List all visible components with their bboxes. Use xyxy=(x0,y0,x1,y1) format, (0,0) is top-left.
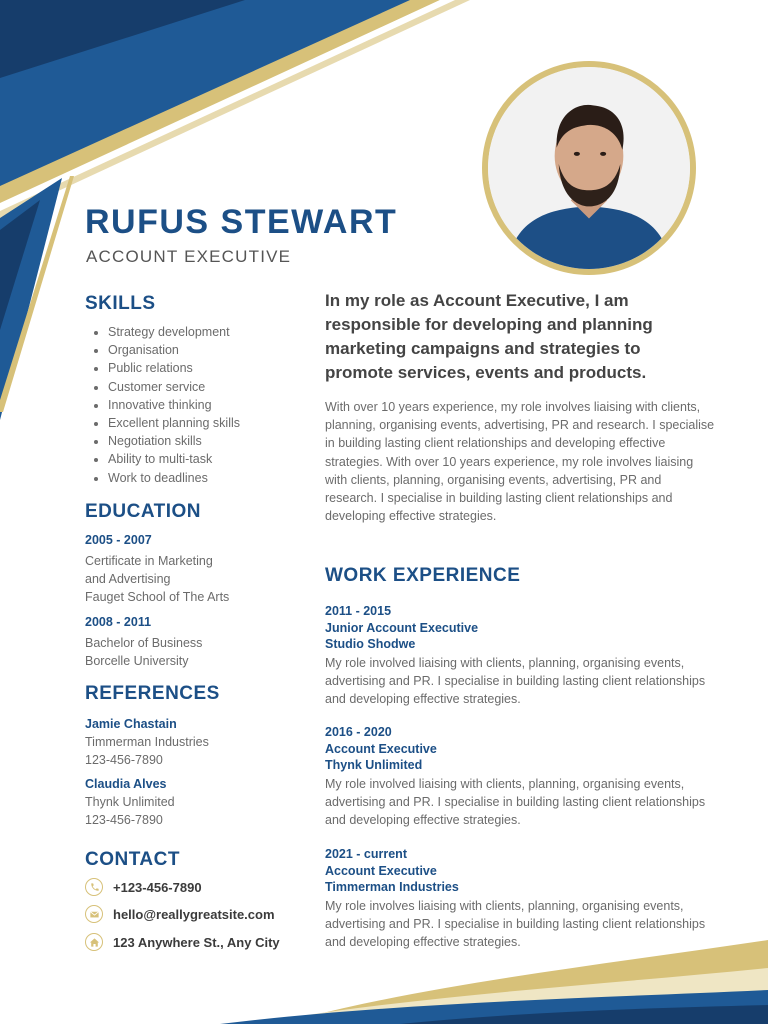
job-title: Junior Account Executive xyxy=(325,620,479,635)
education-heading: EDUCATION xyxy=(85,501,202,522)
job-title: Account Executive xyxy=(325,863,437,878)
education-entry xyxy=(85,532,229,606)
skill-item: • Innovative thinking xyxy=(108,396,240,414)
education-line: Fauget School of The Arts xyxy=(85,589,230,604)
phone-text: +123-456-7890 xyxy=(113,879,202,895)
education-years: 2005 - 2007 xyxy=(85,533,152,547)
education-line: Bachelor of Business xyxy=(85,635,203,650)
job-description: My role involved liaising with clients, planning, organising events, advertising and PR. I specialise in building lasting client relationships and developing effective strategies. xyxy=(325,776,706,827)
education-years: 2008 - 2011 xyxy=(85,615,152,629)
education-line: and Advertising xyxy=(85,571,171,586)
reference-phone: 123-456-7890 xyxy=(85,812,163,827)
education-entry xyxy=(85,614,202,670)
home-icon xyxy=(85,933,103,951)
skill-item: • Excellent planning skills xyxy=(108,414,240,432)
summary-lead: In my role as Account Executive, I am responsible for developing and planning marketing campaigns and strategies to promote services, events and products. xyxy=(325,291,653,382)
job-entry xyxy=(325,846,715,951)
reference-phone: 123-456-7890 xyxy=(85,752,163,767)
skill-item: • Strategy development xyxy=(108,323,240,341)
contact-heading: CONTACT xyxy=(85,849,180,870)
email-icon xyxy=(85,905,103,923)
skill-item: • Work to deadlines xyxy=(108,469,240,487)
contact-phone[interactable] xyxy=(85,876,202,898)
reference-entry xyxy=(85,716,209,769)
job-years: 2011 - 2015 xyxy=(325,604,392,618)
phone-icon xyxy=(85,878,103,896)
work-experience-heading: WORK EXPERIENCE xyxy=(325,565,521,586)
job-company: Timmerman Industries xyxy=(325,880,459,894)
job-title: Account Executive xyxy=(325,741,437,756)
skills-heading: SKILLS xyxy=(85,293,156,314)
reference-name: Claudia Alves xyxy=(85,777,167,791)
person-portrait-image xyxy=(488,67,690,269)
job-entry xyxy=(325,603,715,708)
references-heading: REFERENCES xyxy=(85,683,220,704)
job-entry xyxy=(325,724,715,829)
reference-name: Jamie Chastain xyxy=(85,717,177,731)
address-text: 123 Anywhere St., Any City xyxy=(113,934,280,950)
education-line: Certificate in Marketing xyxy=(85,553,213,568)
job-years: 2021 - current xyxy=(325,847,407,861)
job-description: My role involved liaising with clients, planning, organising events, advertising and PR. I specialise in building lasting client relationships and developing effective strategies. xyxy=(325,655,706,706)
reference-entry xyxy=(85,776,175,829)
profile-photo xyxy=(482,61,696,275)
education-line: Borcelle University xyxy=(85,653,189,668)
skill-item: • Ability to multi-task xyxy=(108,450,240,468)
candidate-name: RUFUS STEWART xyxy=(85,203,398,241)
job-company: Studio Shodwe xyxy=(325,637,416,651)
skill-item: • Public relations xyxy=(108,359,240,377)
email-text: hello@reallygreatsite.com xyxy=(113,906,275,922)
reference-company: Timmerman Industries xyxy=(85,734,209,749)
job-company: Thynk Unlimited xyxy=(325,758,423,772)
summary-body: With over 10 years experience, my role involves liaising with clients, planning, organising events, advertising, PR and research. I specialise in building lasting client relationships and developing effective strategies. With over 10 years experience, my role involves liaising with clients, planning, organising events, advertising, PR and research. I specialise in building lasting client relationships and developing effective strategies. xyxy=(325,400,715,524)
contact-email[interactable] xyxy=(85,903,275,925)
skill-item: • Customer service xyxy=(108,378,240,396)
job-title: ACCOUNT EXECUTIVE xyxy=(86,247,292,266)
reference-company: Thynk Unlimited xyxy=(85,794,175,809)
job-years: 2016 - 2020 xyxy=(325,725,392,739)
contact-address[interactable] xyxy=(85,931,280,953)
skill-item: • Organisation xyxy=(108,341,240,359)
skill-item: • Negotiation skills xyxy=(108,432,240,450)
job-description: My role involves liaising with clients, planning, organising events, advertising and PR. I specialise in building lasting client relationships and developing effective strategies. xyxy=(325,898,706,949)
skills-list xyxy=(88,323,240,487)
